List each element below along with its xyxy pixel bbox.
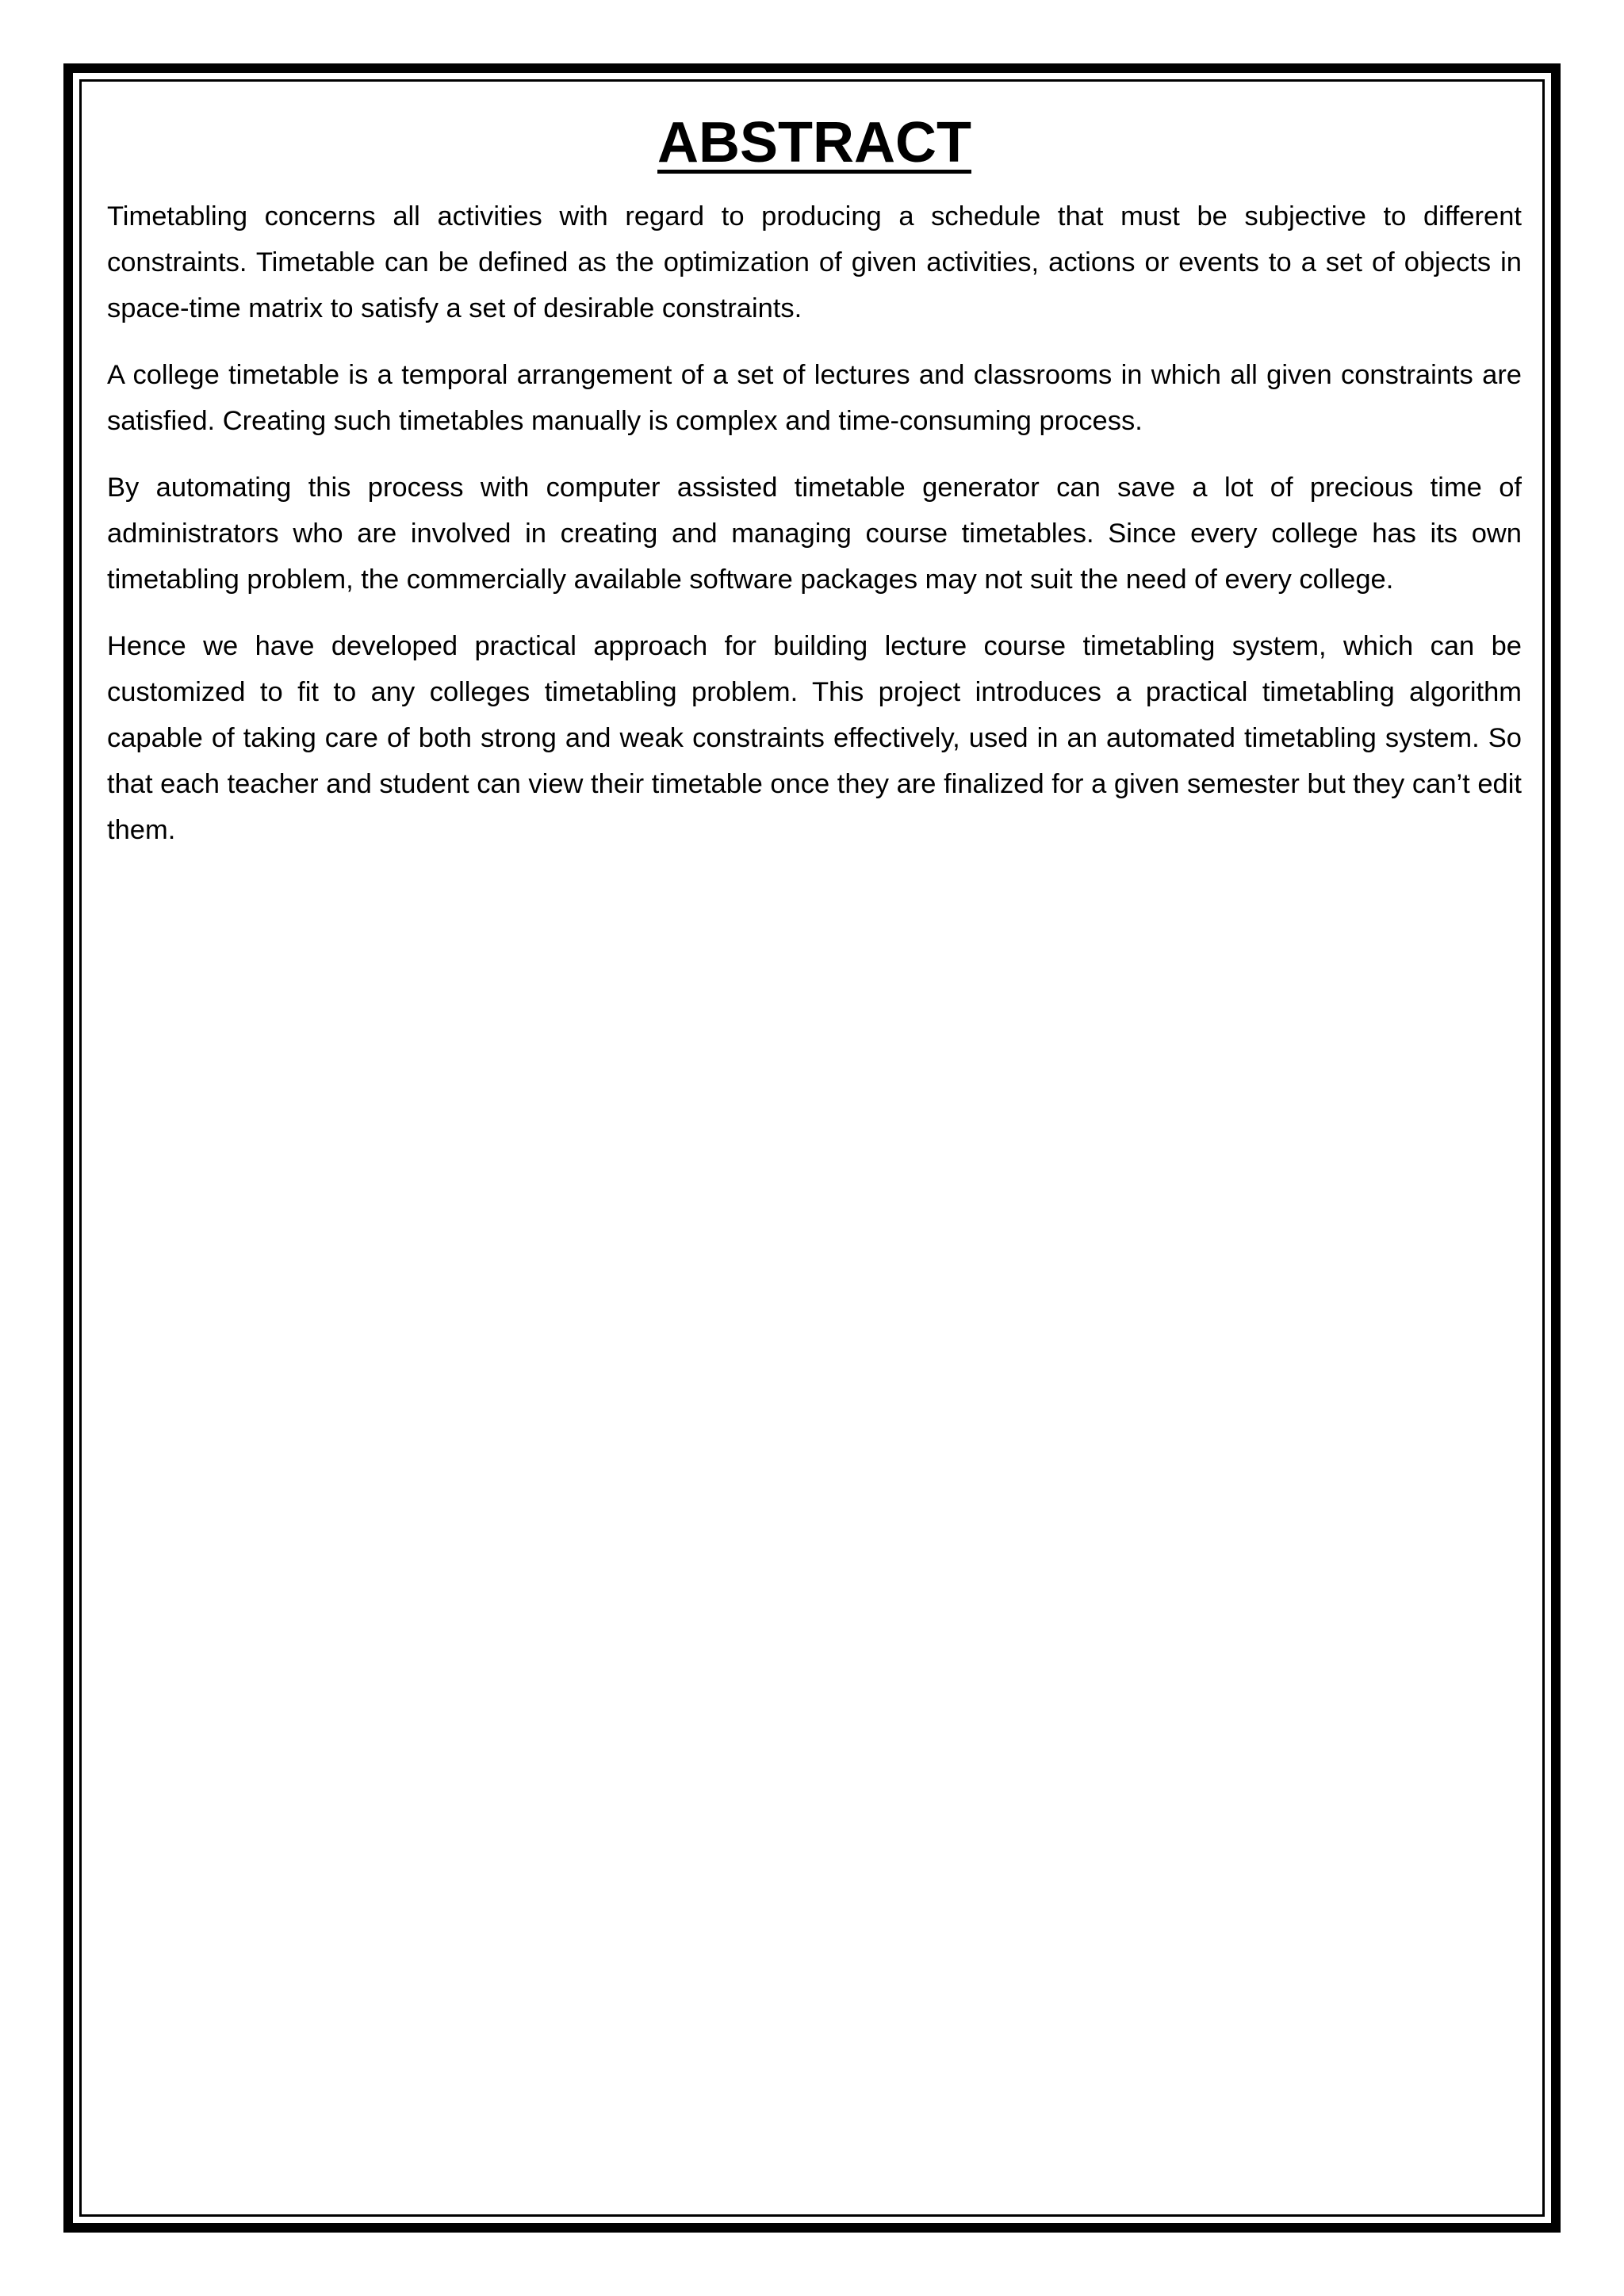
abstract-paragraph-1: Timetabling concerns all activities with regard to producing a schedule that must be subjective to different constraints. Timetable can be defined as the optimization of given activities, actions or events to a set of objects in space-time matrix to satisfy a set of desirable constraints. bbox=[107, 201, 1522, 323]
page-content bbox=[107, 110, 1522, 874]
abstract-heading-text: ABSTRACT bbox=[657, 111, 971, 174]
page-outer-border bbox=[63, 63, 1561, 2233]
abstract-paragraph-2: A college timetable is a temporal arrangement of a set of lectures and classrooms in which all given constraints are satisfied. Creating such timetables manually is complex and time-consuming process. bbox=[107, 359, 1522, 436]
abstract-heading bbox=[107, 110, 1522, 176]
abstract-paragraph-4: Hence we have developed practical approach for building lecture course timetabling system, which can be customized to fit to any colleges timetabling problem. This project introduces a practical timetabling algorithm capable of taking care of both strong and weak constraints effectively, used in an automated timetabling system. So that each teacher and student can view their timetable once they are finalized for a given semester but they can’t edit them. bbox=[107, 630, 1522, 845]
page-inner-border bbox=[79, 79, 1545, 2217]
abstract-paragraph-3: By automating this process with computer assisted timetable generator can save a lot of precious time of administrators who are involved in creating and managing course timetables. Since every college has its own timetabling problem, the commercially available software packages may not suit the need of every college. bbox=[107, 472, 1522, 595]
